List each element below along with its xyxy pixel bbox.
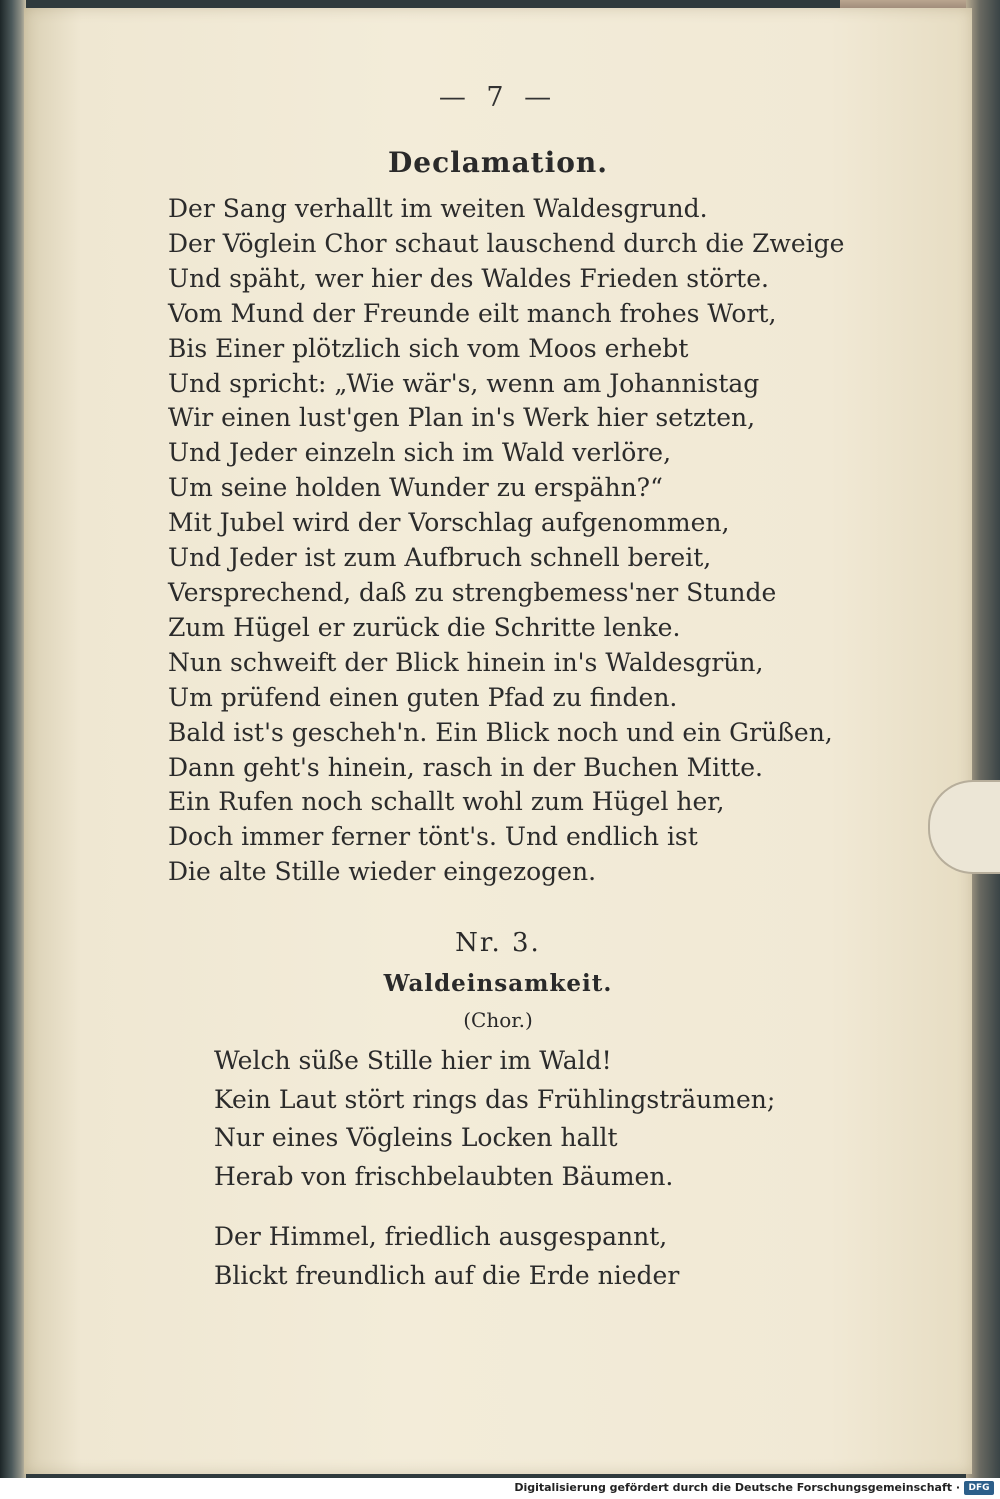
declamation-title: Declamation. (387, 146, 609, 179)
stanza-1 (214, 1042, 775, 1196)
verse-line: Um prüfend einen guten Pfad zu finden. (168, 682, 678, 712)
section-number: Nr. 3. (455, 928, 541, 958)
verse-line: Vom Mund der Freunde eilt manch frohes Wort, (168, 298, 777, 328)
verse-line: Nur eines Vögleins Locken hallt (214, 1123, 618, 1152)
verse-line: Und spricht: „Wie wär's, wenn am Johannistag (168, 368, 760, 398)
verse-line: Der Himmel, friedlich ausgespannt, (214, 1222, 668, 1251)
declamation-text (168, 192, 844, 890)
page-number: — 7 — (438, 82, 558, 113)
verse-line: Wir einen lust'gen Plan in's Werk hier setzten, (168, 403, 756, 433)
verse-line: Kein Laut stört rings das Frühlingsträumen; (214, 1084, 776, 1114)
verse-line: Versprechend, daß zu strengbemess'ner Stunde (168, 577, 777, 607)
book-page (24, 8, 972, 1474)
verse-line: Der Vöglein Chor schaut lauschend durch die Zweige (168, 228, 845, 258)
dfg-logo-icon: DFG (964, 1481, 994, 1495)
verse-line: Um seine holden Wunder zu erspähn?“ (168, 473, 663, 503)
verse-line: Und späht, wer hier des Waldes Frieden störte. (168, 263, 769, 293)
verse-line: Bald ist's gescheh'n. Ein Blick noch und ein Grüßen, (168, 717, 833, 747)
verse-line: Zum Hügel er zurück die Schritte lenke. (168, 612, 681, 642)
stanza-2 (214, 1218, 679, 1295)
section-subtitle: (Chor.) (463, 1008, 533, 1032)
funding-credit: Digitalisierung gefördert durch die Deutsche Forschungsgemeinschaft · (514, 1481, 960, 1494)
verse-line: Nun schweift der Blick hinein in's Waldesgrün, (168, 647, 764, 677)
verse-line: Welch süße Stille hier im Wald! (214, 1046, 612, 1075)
footer-bar (0, 1478, 1000, 1499)
book-spine-edge (0, 0, 26, 1478)
verse-line: Bis Einer plötzlich sich vom Moos erhebt (168, 333, 689, 363)
verse-line: Und Jeder einzeln sich im Wald verlöre, (168, 438, 672, 468)
verse-line: Blickt freundlich auf die Erde nieder (214, 1260, 680, 1290)
section-title: Waldeinsamkeit. (383, 970, 613, 997)
verse-line: Ein Rufen noch schallt wohl zum Hügel her, (168, 787, 725, 817)
verse-line: Die alte Stille wieder eingezogen. (168, 857, 597, 887)
verse-line: Dann geht's hinein, rasch in der Buchen Mitte. (168, 752, 763, 782)
verse-line: Der Sang verhallt im weiten Waldesgrund. (168, 194, 708, 223)
verse-line: Doch immer ferner tönt's. Und endlich ist (168, 822, 698, 852)
verse-line: Mit Jubel wird der Vorschlag aufgenommen, (168, 508, 730, 538)
verse-line: Herab von frischbelaubten Bäumen. (214, 1161, 674, 1191)
verse-line: Und Jeder ist zum Aufbruch schnell bereit, (168, 543, 712, 573)
